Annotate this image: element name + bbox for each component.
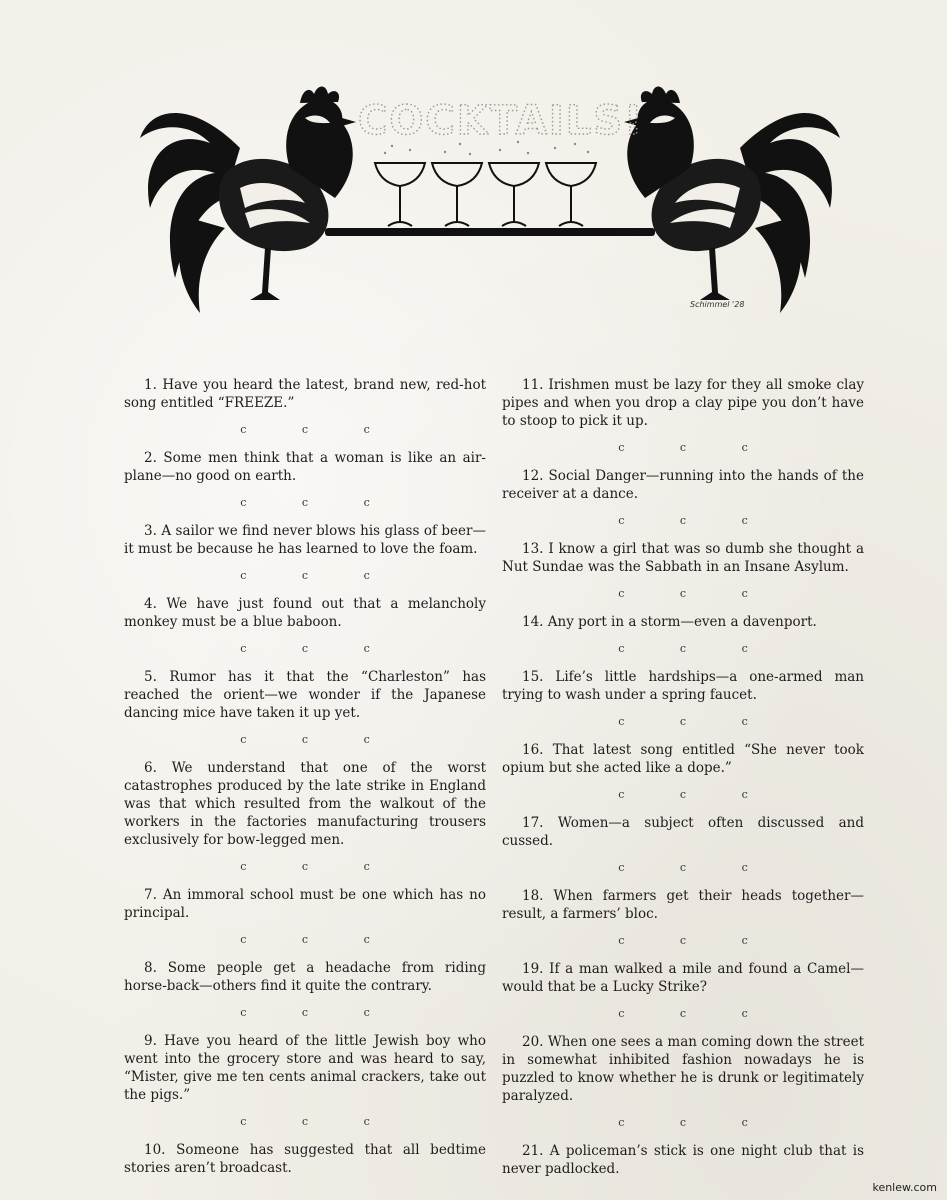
separator: c c c	[618, 642, 774, 655]
joke-item: 12. Social Danger—running into the hands of the receiver at a dance.	[502, 468, 864, 502]
separator: c c c	[240, 423, 396, 436]
separator: c c c	[240, 642, 396, 655]
separator: c c c	[618, 1007, 774, 1020]
joke-item: 6. We understand that one of the worst catastrophes produced by the late strike in England was that which resulted from the walkout of the workers in the factories manufacturing trousers exclusively for bow-legged men.	[124, 760, 486, 848]
joke-item: 9. Have you heard of the little Jewish boy who went into the grocery store and was heard to say, “Mister, give me ten cents animal crackers, take out the pigs.”	[124, 1033, 486, 1103]
joke-item: 18. When farmers get their heads together—result, a farmers’ bloc.	[502, 888, 864, 922]
separator: c c c	[240, 1006, 396, 1019]
joke-item: 8. Some people get a headache from riding horse-back—others find it quite the contrary.	[124, 960, 486, 994]
joke-item: 20. When one sees a man coming down the street in somewhat inhibited fashion nowadays he is puzzled to know whether he is drunk or legitimately paralyzed.	[502, 1034, 864, 1104]
separator: c c c	[240, 733, 396, 746]
site-watermark: kenlew.com	[872, 1181, 937, 1194]
title-lettering	[352, 86, 645, 156]
joke-item: 10. Someone has suggested that all bedtime stories aren’t broadcast.	[124, 1142, 486, 1176]
joke-item: 21. A policeman’s stick is one night club that is never padlocked.	[502, 1143, 864, 1177]
joke-item: 5. Rumor has it that the “Charleston” has reached the orient—we wonder if the Japanese dancing mice have taken it up yet.	[124, 669, 486, 721]
right-rooster-icon	[624, 87, 840, 314]
joke-item: 4. We have just found out that a melancholy monkey must be a blue baboon.	[124, 596, 486, 630]
separator: c c c	[240, 1115, 396, 1128]
separator: c c c	[618, 587, 774, 600]
joke-item: 2. Some men think that a woman is like an air-plane—no good on earth.	[124, 450, 486, 484]
left-column	[124, 376, 486, 1177]
page-title: COCKTAILS!	[358, 98, 645, 144]
joke-item: 3. A sailor we find never blows his glass of beer—it must be because he has learned to love the foam.	[124, 523, 486, 557]
separator: c c c	[240, 860, 396, 873]
separator: c c c	[618, 715, 774, 728]
carrying-pole	[325, 228, 655, 236]
joke-item: 16. That latest song entitled “She never took opium but she acted like a dope.”	[502, 742, 864, 776]
left-rooster-icon	[140, 87, 356, 314]
separator: c c c	[240, 933, 396, 946]
cocktail-glasses-icon	[375, 163, 596, 226]
joke-item: 15. Life’s little hardships—a one-armed man trying to wash under a spring faucet.	[502, 669, 864, 703]
separator: c c c	[618, 514, 774, 527]
right-column	[502, 376, 864, 1178]
separator: c c c	[618, 441, 774, 454]
joke-item: 13. I know a girl that was so dumb she thought a Nut Sundae was the Sabbath in an Insane Asylum.	[502, 541, 864, 575]
separator: c c c	[618, 861, 774, 874]
joke-item: 14. Any port in a storm—even a davenport.	[522, 614, 817, 630]
artist-signature: Schimmel '28	[690, 300, 745, 309]
separator: c c c	[618, 1116, 774, 1129]
separator: c c c	[240, 569, 396, 582]
joke-item: 11. Irishmen must be lazy for they all smoke clay pipes and when you drop a clay pipe you don’t have to stoop to pick it up.	[502, 377, 864, 429]
joke-item: 19. If a man walked a mile and found a Camel—would that be a Lucky Strike?	[502, 961, 864, 995]
separator: c c c	[618, 788, 774, 801]
joke-item: 17. Women—a subject often discussed and cussed.	[502, 815, 864, 849]
joke-item: 7. An immoral school must be one which has no principal.	[124, 887, 486, 921]
joke-item: 1. Have you heard the latest, brand new, red-hot song entitled “FREEZE.”	[124, 377, 486, 411]
separator: c c c	[240, 496, 396, 509]
separator: c c c	[618, 934, 774, 947]
